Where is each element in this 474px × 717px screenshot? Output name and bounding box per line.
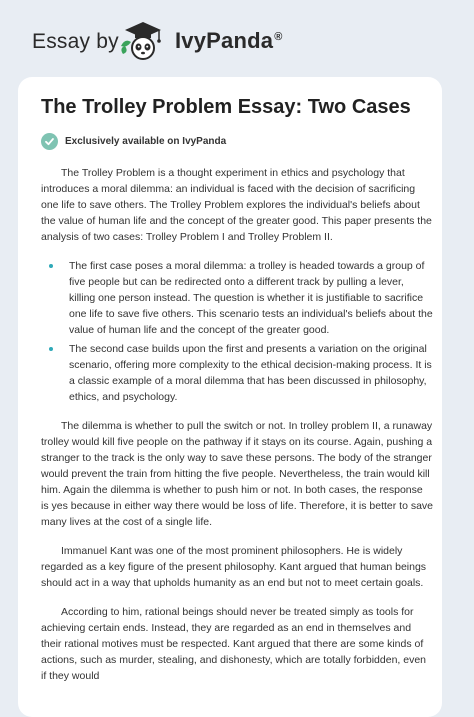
logo-name: IvyPanda [175,28,274,53]
site-header [0,0,474,78]
page-title: The Trolley Problem Essay: Two Cases [41,96,411,118]
logo-wordmark[interactable] [175,28,283,54]
badge-text: Exclusively available on IvyPanda [65,135,227,147]
paragraph-intro: The Trolley Problem is a thought experiment in ethics and psychology that introduces a moral dilemma: an individual is faced with the decision of sacrificing one life to save others. The Trolley Problem explores the individual's beliefs about the value of human life and the concept of the greater good. This paper presents the analysis of two cases: Trolley Problem I and Trolley Problem II. [41,167,432,243]
case-list [41,258,433,405]
brand-prefix: Essay by [32,30,119,53]
check-circle-icon [41,133,58,150]
exclusive-badge [41,131,226,151]
list-item: The first case poses a moral dilemma: a trolley is headed towards a group of five people but can be redirected onto a different track by pulling a lever, killing one person instead. The question is whether it is justifiable to sacrifice one life to save five others. This scenario tests an individual's beliefs about the value of human life and the concept of the greater good. [69,260,433,336]
essay-body [41,165,433,697]
essay-card [18,77,442,717]
paragraph: Immanuel Kant was one of the most prominent philosophers. He is widely regarded as a key figure of the present philosophy. Kant argued that human beings should act in a way that upholds humanity as an end but not to meet certain goals. [41,545,427,589]
paragraph: According to him, rational beings should never be treated simply as tools for achieving certain ends. Instead, they are regarded as an end in themselves and their rational motives must be respected. Kant argued that there are some kinds of actions, such as murder, stealing, and dishonesty, which are totally forbidden, even if they would [41,606,427,682]
registered-mark: ® [274,30,283,43]
list-item: The second case builds upon the first and presents a variation on the original scenario, offering more complexity to the ethical decision-making process. It is a classic example of a moral dilemma that has been discussed in philosophy, ethics, and psychology. [69,343,432,403]
panda-graduation-cap-icon[interactable] [117,18,169,62]
paragraph: The dilemma is whether to pull the switch or not. In trolley problem II, a runaway trolley would kill five people on the pathway if it stays on its course. Again, pushing a stranger to the track is the only way to save these persons. The body of the stranger would prevent the train from hitting the five people. Nevertheless, the train would kill him. Again the dilemma is whether to push him or not. In both cases, the response is yes because in either way there would be loss of life. Therefore, it is better to save many lives at the cost of a single life. [41,420,434,528]
